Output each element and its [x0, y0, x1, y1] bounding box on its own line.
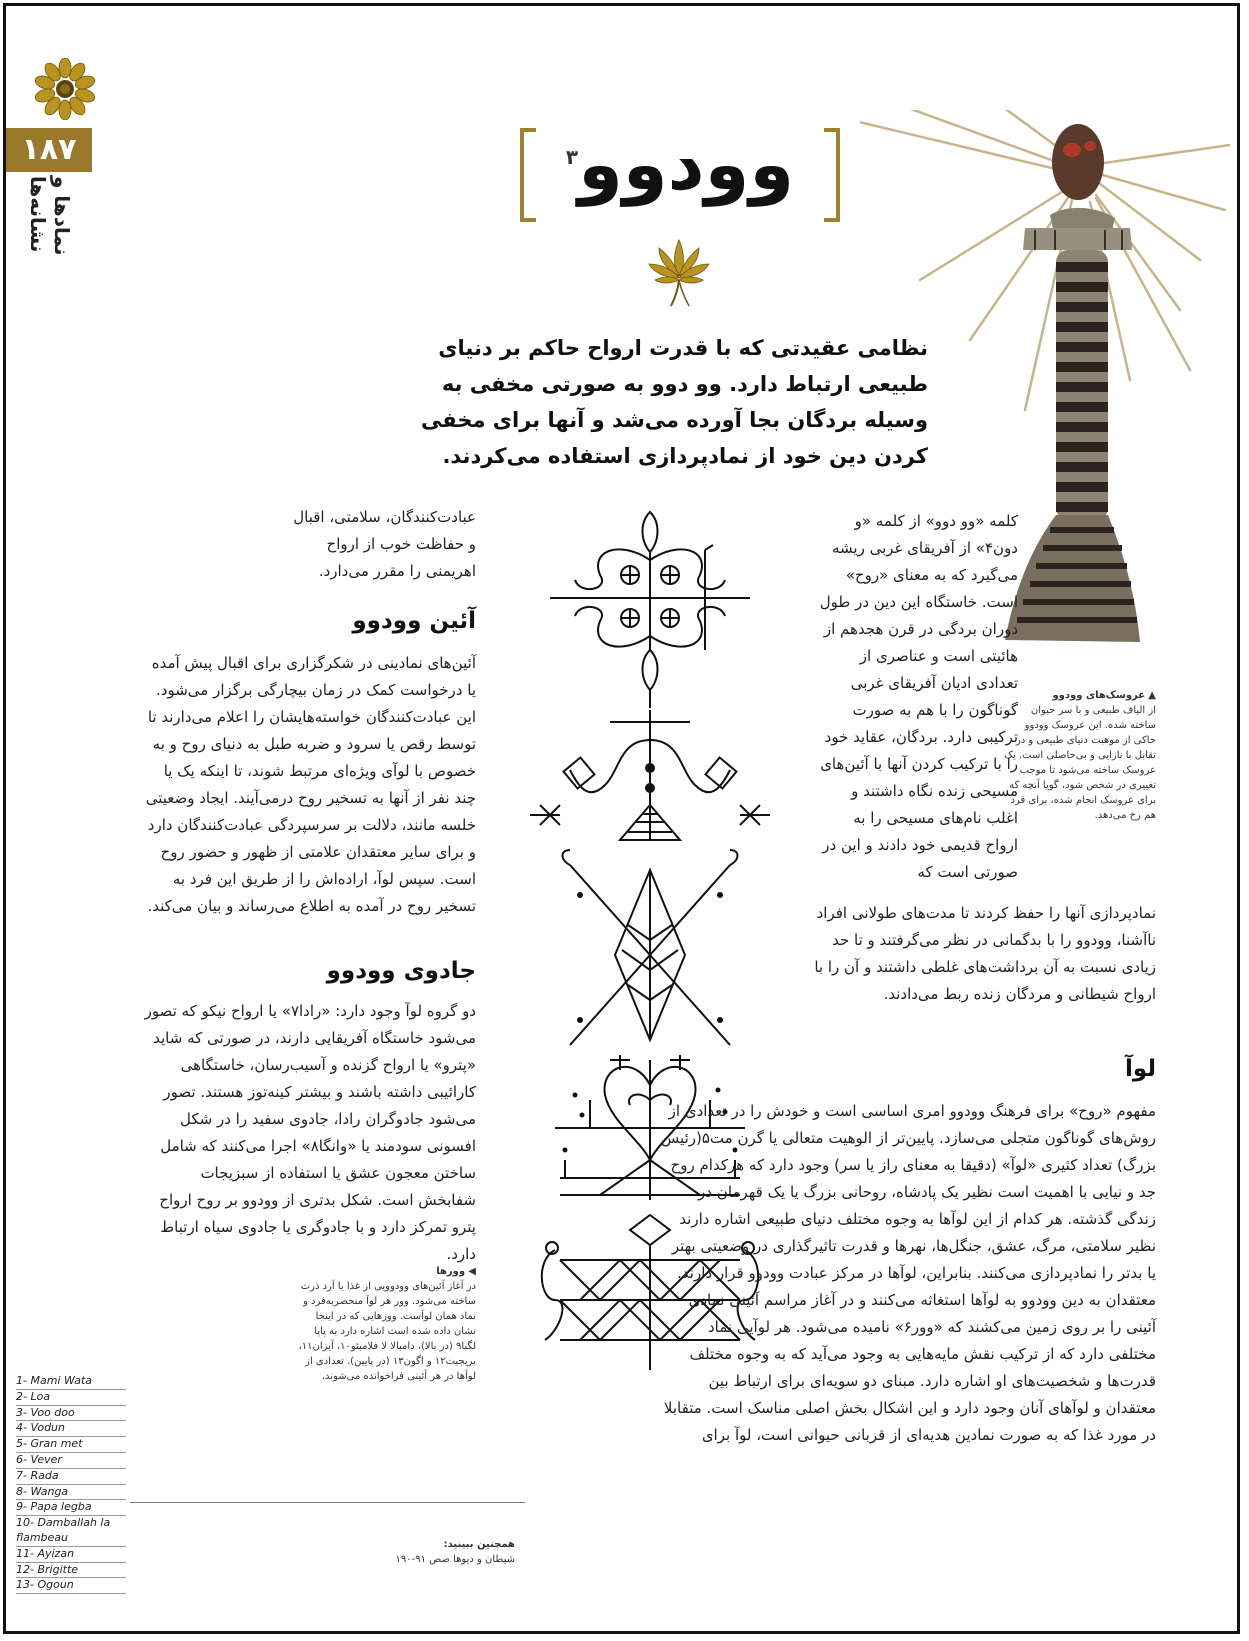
ritual-heading: آئین وودوو [352, 608, 476, 634]
footnote-item: 8- Wanga [16, 1485, 126, 1501]
footnote-item: 2- Loa [16, 1390, 126, 1406]
footnote-item: 5- Gran met [16, 1437, 126, 1453]
lotus-ornament-icon [645, 232, 713, 310]
doll-caption-text: از الیاف طبیعی و با سر حیوان ساخته شده. این عروسک وودوو حاکی از موهبت دنیای طبیعی و در تقابل با نازایی و بی‌حاصلی است. یک عروسک ساخته می‌شود تا موجب تغییری در شخص شود، گویا آنچه که برای عروسک انجام شده، برای فرد هم رخ می‌دهد. [1004, 705, 1156, 821]
footnote-item: 4- Vodun [16, 1421, 126, 1437]
footnote-item: 7- Rada [16, 1469, 126, 1485]
page-number: ۱۸۷ [6, 128, 92, 172]
vever-caption [296, 1264, 476, 1384]
footnote-item: 9- Papa legba [16, 1500, 126, 1516]
magic-paragraph: دو گروه لوآ وجود دارد: «رادا۷» یا ارواح نیکو که تصور می‌شود خاستگاه آفریقایی دارند، در صورتی که شاید «پترو» یا ارواح گزنده و آسیب‌رسان، خاستگاهی کارائیبی داشته باشند و بیشتر کینه‌توز هستند. تصور می‌شود جادوگران رادا، جادوی سفید را در شکل افسونی سودمند یا «وانگا۸» اجرا می‌کنند که شامل ساختن معجون عشق یا استفاده از سبزیجات شفابخش است. شکل بدتری از وودوو بر روح ارواح پترو تمرکز دارد و با جادوگری یا جادوی سیاه ارتباط دارد. [144, 1002, 476, 1263]
title-block [520, 122, 840, 228]
magic-heading: جادوی وودوو [326, 958, 476, 984]
title-bracket-left [520, 128, 536, 222]
right-wide-paragraph: نمادپردازی آنها را حفظ کردند تا مدت‌های طولانی افراد ناآشنا، وودوو را با بدگمانی در نظر می‌گرفتند و تا حد زیادی نسبت به آن برداشت‌های غلطی داشتند و آن را با ارواح شیطانی و مردگان زنده ربط می‌دادند. [814, 904, 1156, 1003]
footnotes-list [16, 1374, 126, 1594]
caption-arrow-icon: ▲ [1148, 690, 1156, 701]
title-note-mark: ۳ [565, 145, 579, 169]
footnote-item: 3- Voo doo [16, 1406, 126, 1422]
see-also-label: همچنین ببینید: [443, 1539, 515, 1550]
vever-caption-title: ◀ وورها [436, 1266, 476, 1277]
vever-caption-text: در آغاز آئین‌های وودوویی از غذا یا آرد ذرت ساخته می‌شود. وور هر لوآ منحصربه‌فرد و نماد همان لوآست. وورهایی که در اینجا نشان داده شده است اشاره دارد به پاپا لگبا۹ (در بالا)، دامبالا لا فلامبئو۱۰، آیزان۱۱، بریجیت۱۲ و اگون۱۳ (در پایین). تعدادی از لوآها در هر آئینی فراخوانده می‌شوند. [298, 1281, 476, 1382]
page-title [540, 122, 820, 206]
intro-paragraph: نظامی عقیدتی که با قدرت ارواح حاکم بر دنیای طبیعی ارتباط دارد. وو دوو به صورتی مخفی به وسیله بردگان بجا آورده می‌شد و آنها برای مخفی کردن دین خود از نمادپردازی استفاده می‌کردند. [420, 336, 928, 468]
doll-caption [1004, 688, 1156, 823]
footnote-item: 13- Ogoun [16, 1578, 126, 1594]
left-top-paragraph: عبادت‌کنندگان، سلامتی، اقبال و حفاظت خوب از ارواح اهریمنی را مقرر می‌دارد. [293, 508, 476, 580]
footnote-item: 11- Ayizan [16, 1547, 126, 1563]
vever-papa-legba-icon [550, 512, 750, 708]
flower-ornament-icon [34, 58, 96, 120]
ritual-paragraph: آئین‌های نمادینی در شکرگزاری برای اقبال پیش آمده یا درخواست کمک در زمان بیچارگی برگزار می‌شود. این عبادت‌کنندگان خواسته‌هایشان را اعلام می‌دارند تا توسط رقص یا سرود و ضربه طبل به دنیای روح و به خصوص با لوآی ویژه‌ای مرتبط شوند، تا اینکه یک یا چند نفر از آنها به تسخیر روح درمی‌آیند. ایجاد وضعیتی خلسه مانند، دلالت بر سرسپردگی عبادت‌کنندگان دارد و برای سایر معتقدان علامتی از ظهور و حضور روح است. سپس لوآ، اراده‌اش را از طریق این فرد به تسخیر روح در آمده به اطلاع می‌رساند و بیان می‌کند. [145, 654, 476, 915]
see-also-box [300, 1537, 515, 1567]
vever-damballah-icon [530, 710, 770, 840]
caption-arrow-icon: ◀ [468, 1266, 476, 1277]
footnote-item: 10- Damballah la flambeau [16, 1516, 126, 1547]
vever-ayizan-icon [563, 850, 738, 1045]
footnote-item: 1- Mami Wata [16, 1374, 126, 1390]
right-narrow-paragraph: کلمه «وو دوو» از کلمه «و دون۴» از آفریقای غربی ریشه می‌گیرد که به معنای «روح» است. خاستگاه این دین در طول دوران بردگی در قرن هجدهم از هائیتی است و عناصری از تعدادی ادیان آفریقای غربی گوناگون را با هم به صورت ترکیبی دارد. بردگان، عقاید خود را با ترکیب کردن آنها با آئین‌های مسیحی زنده نگاه داشتند و اغلب نام‌های مسیحی را به ارواح قدیمی خود دادند و این در صورتی است که [819, 512, 1018, 881]
footnote-item: 12- Brigitte [16, 1563, 126, 1579]
doll-caption-title: ▲ عروسک‌های وودوو [1052, 690, 1156, 701]
title-bracket-right [824, 128, 840, 222]
bottom-divider [130, 1502, 525, 1503]
section-label: نمادها و نشانه‌ها [26, 176, 74, 256]
see-also-text: شیطان و دیوها صص ۹۱-۱۹۰ [395, 1554, 515, 1565]
loa-heading: لوآ [1125, 1056, 1156, 1082]
footnote-item: 6- Vever [16, 1453, 126, 1469]
title-text: وودوو [578, 122, 795, 206]
loa-paragraph: مفهوم «روح» برای فرهنگ وودوو امری اساسی است و خودش را در تعدادی از روش‌های گوناگون متجلی می‌سازد. پایین‌تر از الوهیت متعالی یا گرن مت۵(رئیس بزرگ) تعداد کثیری «لوآ» (دقیقا به معنای راز یا سر) وجود دارد که هرکدام روح جد و نیایی با اهمیت است نظیر یک پادشاه، روحانی بزرگ یا یک قهرمان در زندگی گذشته. هر کدام از این لوآها به وجوه مختلف دنیای طبیعی اشاره دارند نظیر سلامتی، مرگ، عشق، جنگل‌ها، نهرها و قدرت تاثیرگذاری در وضعیتی بهتر یا بدتر را نمادپردازی می‌کنند. بنابراین، لوآها در مرکز عبادت وودوو قرار دارند. معتقدان به دین وودوو به لوآها استغاثه می‌کنند و در آغاز مراسم آئینی نمادی آئینی را بر روی زمین می‌کشند که «وور۶» نامیده می‌شود. هر لوآیی نماد مختلفی دارد که از ترکیب نقش مایه‌هایی به وجود می‌آید که به وجوه مختلف قدرت‌ها و شخصیت‌های او اشاره دارد. مبنای دو سویه‌ای برای ارتباط بین معتقدان و لوآهای آنان وجود دارد و این اشکال بخش اصلی مناسک است. متقابلا در مورد غذا که به صورت نمادین هدیه‌ای از قربانی حیوانی است، لوآ برای [660, 1102, 1156, 1444]
